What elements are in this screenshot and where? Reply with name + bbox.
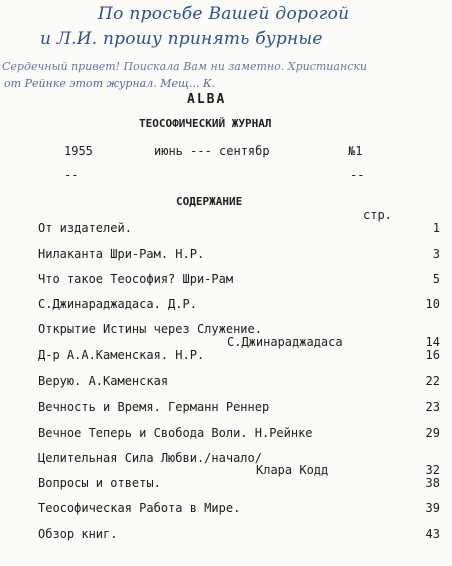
toc-title: Вечное Теперь и Свобода Воли. Н.Рейнке xyxy=(38,426,313,440)
journal-subtitle: ТЕОСОФИЧЕСКИЙ ЖУРНАЛ xyxy=(139,117,272,130)
toc-page: 16 xyxy=(425,348,440,362)
toc-title: Нилаканта Шри-Рам. Н.Р. xyxy=(38,247,205,261)
issue-year: 1955 xyxy=(64,144,93,158)
toc-page: 10 xyxy=(425,297,440,311)
toc-page: 23 xyxy=(425,400,440,414)
toc-page: 5 xyxy=(432,272,440,286)
handwritten-note-line-3: Сердечный привет! Поискала Вам ни заметно. Христиански xyxy=(2,60,368,73)
toc-heading: СОДЕРЖАНИЕ xyxy=(176,195,243,208)
toc-title: Целительная Сила Любви./начало/ xyxy=(38,451,262,465)
toc-page: 39 xyxy=(425,501,440,515)
journal-title: ALBA xyxy=(187,92,227,107)
handwritten-note-line-1: По просьбе Вашей дорогой xyxy=(98,4,350,24)
toc-title: От издателей. xyxy=(38,221,132,235)
toc-title: Верую. А.Каменская xyxy=(38,374,169,388)
toc-author-continuation: С.Джинараджадаса xyxy=(227,335,343,349)
toc-title: Что такое Теософия? Шри-Рам xyxy=(38,272,234,286)
toc-page: 32 xyxy=(425,463,440,477)
toc-page: 43 xyxy=(425,527,440,541)
dash-left: -- xyxy=(64,168,79,182)
toc-page: 29 xyxy=(425,426,440,440)
toc-title: Д-р А.А.Каменская. Н.Р. xyxy=(38,348,205,362)
toc-title: С.Джинараджадаса. Д.Р. xyxy=(38,297,197,311)
toc-title: Вопросы и ответы. xyxy=(38,476,161,490)
toc-author-continuation: Клара Кодд xyxy=(256,463,329,477)
toc-title: Открытие Истины через Служение. xyxy=(38,322,262,336)
toc-title: Обзор книг. xyxy=(38,527,118,541)
toc-title: Вечность и Время. Германн Реннер xyxy=(38,400,270,414)
page-column-label: стр. xyxy=(363,208,392,222)
toc-page: 38 xyxy=(425,476,440,490)
issue-number: №1 xyxy=(348,144,363,158)
issue-period: июнь --- сентябр xyxy=(154,144,270,158)
toc-page: 3 xyxy=(432,247,440,261)
toc-page: 22 xyxy=(425,374,440,388)
handwritten-note-line-4: от Рейнке этот журнал. Мещ... К. xyxy=(4,77,216,90)
toc-title: Теософическая Работа в Мире. xyxy=(38,501,241,515)
handwritten-note-line-2: и Л.И. прошу принять бурные xyxy=(40,29,323,49)
dash-right: -- xyxy=(350,168,365,182)
toc-page: 14 xyxy=(425,335,440,349)
toc-page: 1 xyxy=(432,221,440,235)
